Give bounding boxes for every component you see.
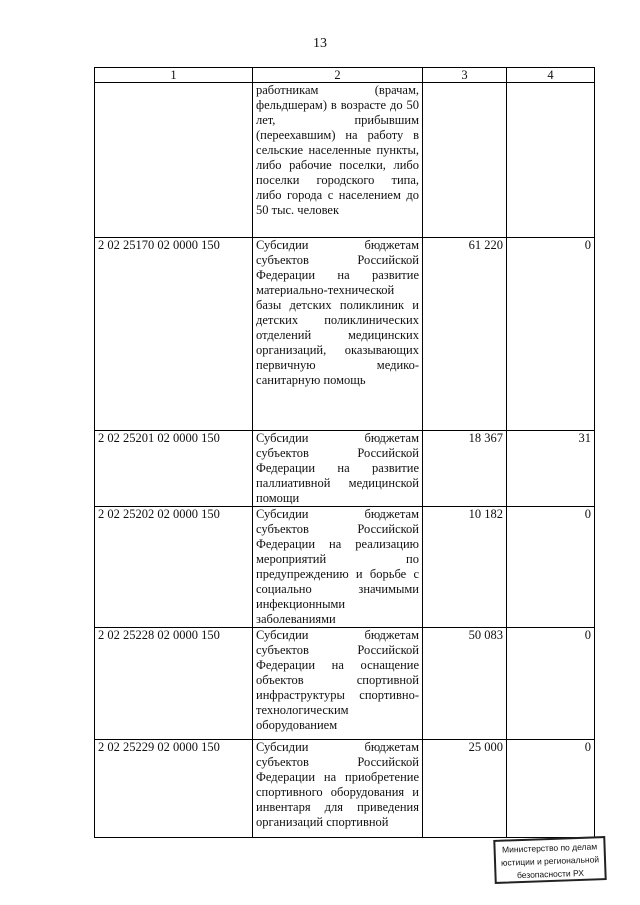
budget-code: 2 02 25201 02 0000 150 xyxy=(95,431,253,507)
column-header: 4 xyxy=(507,68,595,83)
budget-code: 2 02 25202 02 0000 150 xyxy=(95,507,253,628)
table-row xyxy=(95,628,595,740)
description: работникам (врачам, фельдшерам) в возрасте до 50 лет, прибывшим (переехавшим) на работу в сельские населенные пункты, либо рабочие поселки, либо поселки городского типа, либо города с населением до 50 тыс. человек xyxy=(253,83,423,238)
amount-col4: 0 xyxy=(507,740,595,838)
budget-code: 2 02 25228 02 0000 150 xyxy=(95,628,253,740)
amount-col4: 31 xyxy=(507,431,595,507)
amount-col3: 61 220 xyxy=(423,238,507,431)
amount-col4: 0 xyxy=(507,507,595,628)
column-header: 3 xyxy=(423,68,507,83)
column-header: 1 xyxy=(95,68,253,83)
description: Субсидии бюджетам субъектов Российской Федерации на реализацию мероприятий по предупреждению и борьбе с социально значимыми инфекционными заболеваниями xyxy=(253,507,423,628)
column-header: 2 xyxy=(253,68,423,83)
amount-col3: 50 083 xyxy=(423,628,507,740)
ministry-stamp xyxy=(493,836,606,884)
table-row xyxy=(95,83,595,238)
description: Субсидии бюджетам субъектов Российской Федерации на приобретение спортивного оборудования и инвентаря для приведения организаций спортивной xyxy=(253,740,423,838)
budget-code xyxy=(95,83,253,238)
description: Субсидии бюджетам субъектов Российской Федерации на развитие паллиативной медицинской помощи xyxy=(253,431,423,507)
stamp-line: юстиции и региональной xyxy=(500,854,600,868)
page-number: 13 xyxy=(313,36,327,51)
amount-col3 xyxy=(423,83,507,238)
amount-col4: 0 xyxy=(507,238,595,431)
amount-col3: 18 367 xyxy=(423,431,507,507)
description: Субсидии бюджетам субъектов Российской Федерации на развитие материально-технической базы детских поликлиник и детских поликлинических отделений медицинских организаций, оказывающих первичную медико-санитарную помощь xyxy=(253,238,423,431)
table-row xyxy=(95,431,595,507)
budget-code: 2 02 25170 02 0000 150 xyxy=(95,238,253,431)
stamp-line: безопасности РХ xyxy=(516,867,585,881)
budget-table xyxy=(94,67,595,838)
table-row xyxy=(95,507,595,628)
table-header-row xyxy=(95,68,595,83)
amount-col4: 0 xyxy=(507,628,595,740)
budget-code: 2 02 25229 02 0000 150 xyxy=(95,740,253,838)
amount-col4 xyxy=(507,83,595,238)
stamp-line: Министерство по делам xyxy=(501,841,598,855)
amount-col3: 10 182 xyxy=(423,507,507,628)
table-row xyxy=(95,238,595,431)
description: Субсидии бюджетам субъектов Российской Федерации на оснащение объектов спортивной инфраструктуры спортивно-технологическим оборудованием xyxy=(253,628,423,740)
amount-col3: 25 000 xyxy=(423,740,507,838)
table-row xyxy=(95,740,595,838)
